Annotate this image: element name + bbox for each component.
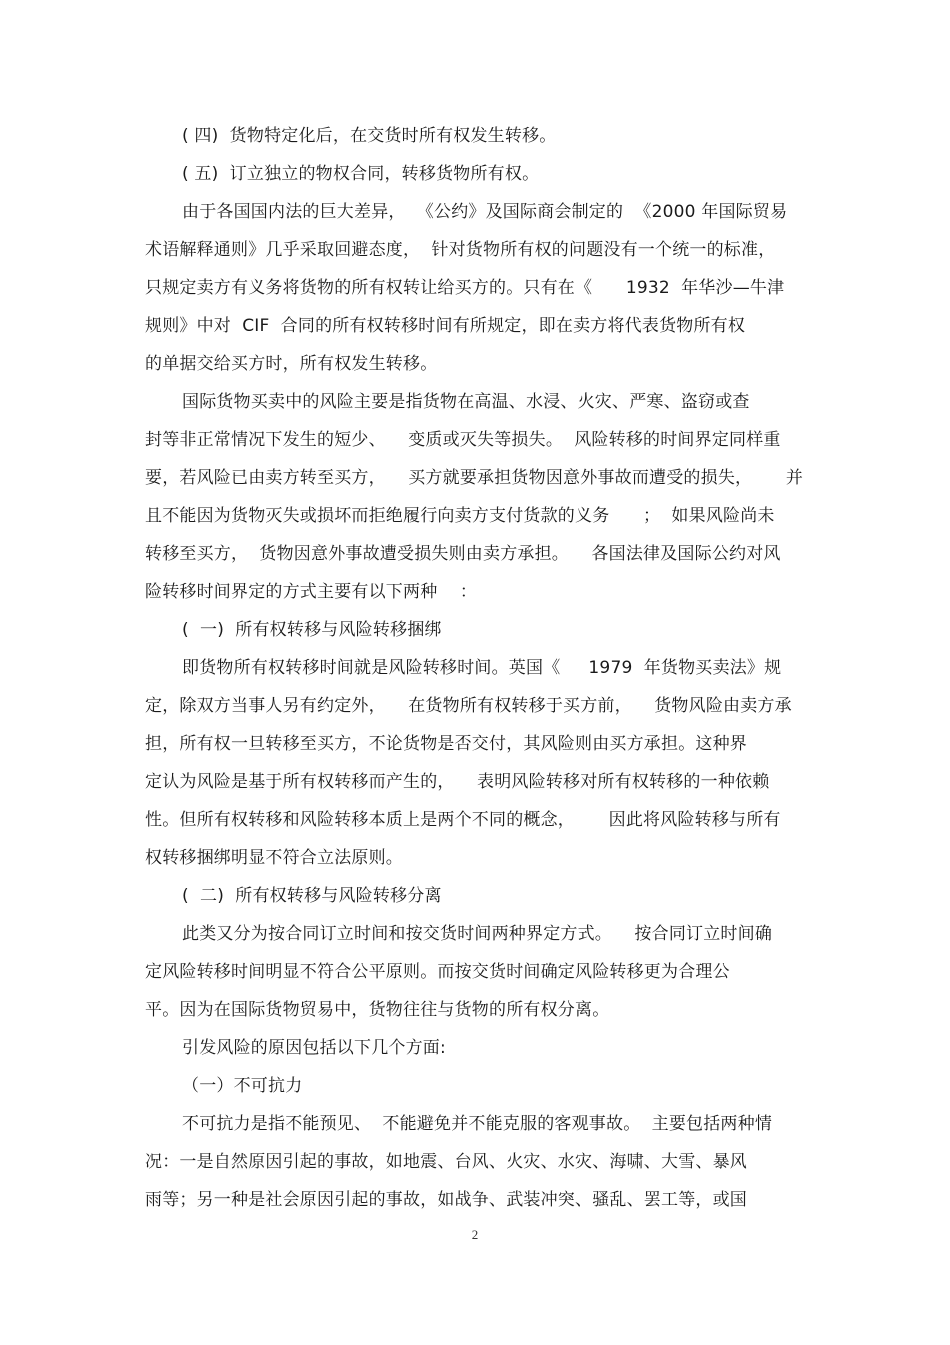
- text-line: 定认为风险是基于所有权转移而产生的， 表明风险转移对所有权转移的一种依赖: [145, 772, 770, 792]
- text-line: 术语解释通则》几乎采取回避态度， 针对货物所有权的问题没有一个统一的标准，: [145, 240, 776, 260]
- text-line: 险转移时间界定的方式主要有以下两种 ：: [145, 582, 478, 602]
- text-line: 定风险转移时间明显不符合公平原则。而按交货时间确定风险转移更为合理公: [145, 962, 730, 982]
- text-line: 此类又分为按合同订立时间和按交货时间两种界定方式。 按合同订立时间确: [182, 924, 773, 944]
- text-line: ( 五) 订立独立的物权合同，转移货物所有权。: [182, 164, 540, 184]
- text-line: 不可抗力是指不能预见、 不能避免并不能克服的客观事故。 主要包括两种情: [182, 1114, 773, 1134]
- text-line: 且不能因为货物灭失或损坏而拒绝履行向卖方支付货款的义务 ； 如果风险尚未: [145, 506, 775, 526]
- text-line: 规则》中对 CIF 合同的所有权转移时间有所规定，即在卖方将代表货物所有权: [145, 316, 746, 336]
- text-line: 权转移捆绑明显不符合立法原则。: [145, 848, 403, 868]
- text-line: 担，所有权一旦转移至买方，不论货物是否交付，其风险则由买方承担。这种界: [145, 734, 747, 754]
- text-line: 只规定卖方有义务将货物的所有权转让给买方的。只有在《 1932 年华沙—牛津: [145, 278, 785, 298]
- section-heading: （一）不可抗力: [182, 1076, 303, 1096]
- section-heading: ( 一) 所有权转移与风险转移捆绑: [182, 620, 442, 640]
- text-line: 况：一是自然原因引起的事故，如地震、台风、火灾、水灾、海啸、大雪、暴风: [145, 1152, 747, 1172]
- section-heading: ( 二) 所有权转移与风险转移分离: [182, 886, 442, 906]
- text-line: 由于各国国内法的巨大差异， 《公约》及国际商会制定的 《2000 年国际贸易: [182, 202, 788, 222]
- text-line: 要，若风险已由卖方转至买方， 买方就要承担货物因意外事故而遭受的损失， 并: [145, 468, 804, 488]
- text-line: 国际货物买卖中的风险主要是指货物在高温、水浸、火灾、严寒、盗窃或查: [182, 392, 750, 412]
- text-line: 定，除双方当事人另有约定外， 在货物所有权转移于买方前， 货物风险由卖方承: [145, 696, 792, 716]
- text-line: 雨等；另一种是社会原因引起的事故，如战争、武装冲突、骚乱、罢工等，或国: [145, 1190, 747, 1210]
- page-number: 2: [471, 1227, 479, 1242]
- text-line: 转移至买方， 货物因意外事故遭受损失则由卖方承担。 各国法律及国际公约对风: [145, 544, 781, 564]
- text-line: 的单据交给买方时，所有权发生转移。: [145, 354, 438, 374]
- text-line: 平。因为在国际货物贸易中，货物往往与货物的所有权分离。: [145, 1000, 610, 1020]
- text-line: 性。但所有权转移和风险转移本质上是两个不同的概念， 因此将风险转移与所有: [145, 810, 781, 830]
- text-line: 引发风险的原因包括以下几个方面:: [182, 1038, 446, 1058]
- text-line: ( 四) 货物特定化后，在交货时所有权发生转移。: [182, 126, 557, 146]
- text-line: 封等非正常情况下发生的短少、 变质或灭失等损失。 风险转移的时间界定同样重: [145, 430, 781, 450]
- text-line: 即货物所有权转移时间就是风险转移时间。英国《 1979 年货物买卖法》规: [182, 658, 782, 678]
